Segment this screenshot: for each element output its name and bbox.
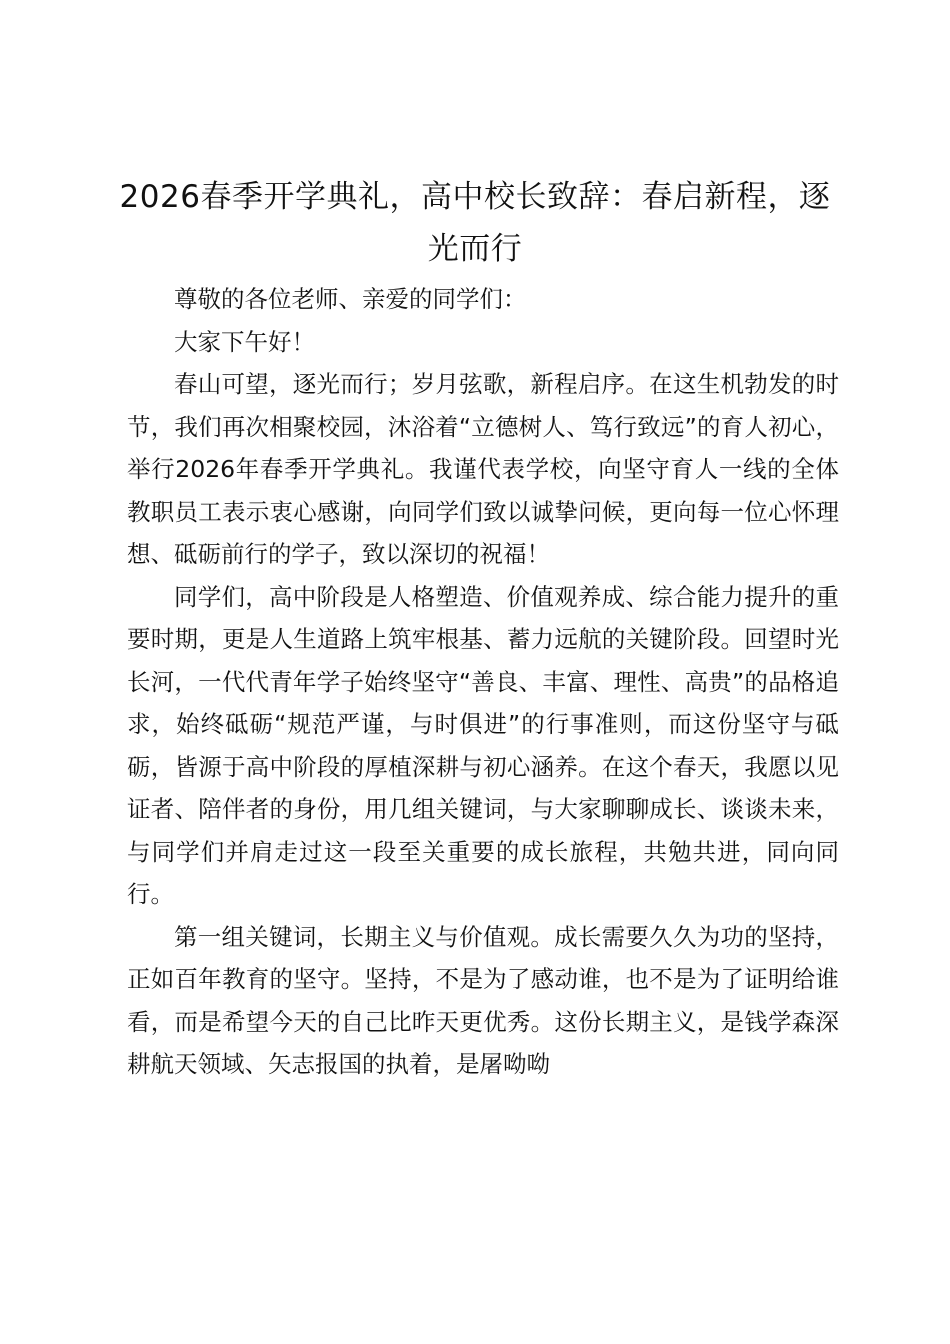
body-paragraph: 同学们，高中阶段是人格塑造、价值观养成、综合能力提升的重要时期，更是人生道路上筑牢根基、蓄力远航的关键阶段。回望时光长河，一代代青年学子始终坚守“善良、丰富、理性、高贵”的品格追求，始终砥砺“规范严谨，与时俱进”的行事准则，而这份坚守与砥砺，皆源于高中阶段的厚植深耕与初心涵养。在这个春天，我愿以见证者、陪伴者的身份，用几组关键词，与大家聊聊成长、谈谈未来，与同学们并肩走过这一段至关重要的成长旅程，共勉共进，同向同行。 bbox=[127, 582, 839, 908]
salutation-paragraph: 尊敬的各位老师、亲爱的同学们： bbox=[174, 285, 527, 313]
document-body bbox=[127, 278, 839, 1086]
body-paragraph: 第一组关键词，长期主义与价值观。成长需要久久为功的坚持，正如百年教育的坚守。坚持，不是为了感动谁，也不是为了证明给谁看，而是希望今天的自己比昨天更优秀。这份长期主义，是钱学森深耕航天领域、矢志报国的执着，是屠呦呦 bbox=[127, 922, 839, 1078]
document-title: 2026春季开学典礼，高中校长致辞：春启新程，逐光而行 bbox=[119, 179, 831, 267]
body-paragraph: 春山可望，逐光而行；岁月弦歌，新程启序。在这生机勃发的时节，我们再次相聚校园，沐浴着“立德树人、笃行致远”的育人初心，举行2026年春季开学典礼。我谨代表学校，向坚守育人一线的全体教职员工表示衷心感谢，向同学们致以诚挚问候，更向每一位心怀理想、砥砺前行的学子，致以深切的祝福！ bbox=[127, 370, 839, 568]
greeting-paragraph: 大家下午好！ bbox=[174, 327, 315, 356]
